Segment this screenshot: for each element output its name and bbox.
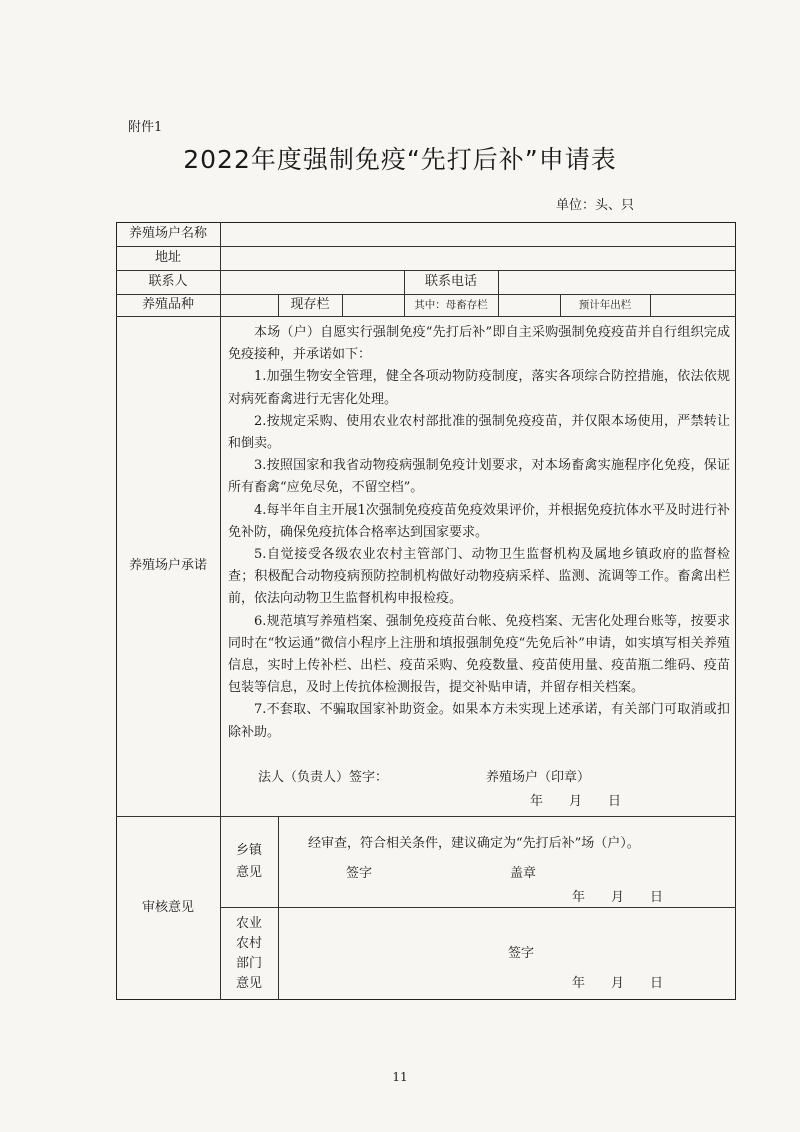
farm-name-label: 养殖场户名称 <box>128 226 207 241</box>
township-date: 年 月 日 <box>572 890 664 905</box>
pledge-paragraph: 4.每半年自主开展1次强制免疫疫苗免疫效果评价，并根据免疫抗体水平及时进行补免补防，确保免疫抗体合格率达到国家要求。 <box>228 502 730 540</box>
agri-opinion-text: 农业农村部门意见 <box>235 915 262 991</box>
stock-field[interactable] <box>343 295 403 315</box>
breed-label: 养殖品种 <box>141 297 194 312</box>
phone-field[interactable] <box>499 271 735 293</box>
phone-label: 联系电话 <box>424 274 477 289</box>
township-opinion-label <box>220 816 278 907</box>
expected-output-field[interactable] <box>651 295 735 315</box>
row-divider <box>220 907 736 908</box>
agri-sign-label: 签字 <box>508 946 535 961</box>
unit-label: 单位：头、只 <box>556 198 635 213</box>
page-number: 11 <box>392 1070 408 1084</box>
township-sign-label: 签字 <box>346 866 373 881</box>
pledge-date: 年 月 日 <box>530 794 622 809</box>
agri-date: 年 月 日 <box>572 976 664 991</box>
breed-field[interactable] <box>221 295 277 315</box>
stock-label: 现存栏 <box>290 297 330 312</box>
contact-label: 联系人 <box>148 274 188 289</box>
pledge-text <box>228 322 730 744</box>
farm-name-field[interactable] <box>221 223 735 245</box>
review-label: 审核意见 <box>141 900 194 915</box>
agri-opinion-label <box>220 907 278 1000</box>
pledge-paragraph: 本场（户）自愿实行强制免疫“先打后补”即自主采购强制免疫疫苗并自行组织完成免疫接种，并承诺如下： <box>228 325 730 363</box>
pledge-paragraph: 6.规范填写养殖档案、强制免疫疫苗台帐、免疫档案、无害化处理台账等，按要求同时在“牧运通”微信小程序上注册和填报强制免疫“先免后补”申请，如实填写相关养殖信息，实时上传补栏、出栏、疫苗采购、免疫数量、疫苗使用量、疫苗瓶二维码、疫苗包装等信息，及时上传抗体检测报告，提交补贴申请，并留存相关档案。 <box>228 613 730 696</box>
pledge-paragraph: 5.自觉接受各级农业农村主管部门、动物卫生监督机构及属地乡镇政府的监督检查；积极配合动物疫病预防控制机构做好动物疫病采样、监测、流调等工作。畜禽出栏前，依法向动物卫生监督机构申报检疫。 <box>228 547 730 607</box>
township-seal-label: 盖章 <box>510 866 537 881</box>
address-label: 地址 <box>154 250 181 265</box>
legal-signature-label: 法人（负责人）签字： <box>258 770 389 785</box>
township-opinion-content: 经审查，符合相关条件，建议确定为“先打后补”场（户）。 <box>308 836 640 851</box>
township-opinion-text: 乡镇意见 <box>235 842 262 880</box>
farm-seal-label: 养殖场户（印章） <box>486 770 591 785</box>
contact-field[interactable] <box>221 271 403 293</box>
breeding-stock-label: 其中：母畜存栏 <box>414 299 488 311</box>
breeding-stock-field[interactable] <box>499 295 559 315</box>
form-title: 2022年度强制免疫“先打后补”申请表 <box>183 145 617 174</box>
pledge-paragraph: 2.按规定采购、使用农业农村部批准的强制免疫疫苗，并仅限本场使用，严禁转让和倒卖。 <box>228 413 730 452</box>
expected-output-label: 预计年出栏 <box>578 299 632 311</box>
address-field[interactable] <box>221 247 735 269</box>
attachment-label: 附件1 <box>128 120 163 135</box>
pledge-paragraph: 7.不套取、不骗取国家补助资金。如果本方未实现上述承诺，有关部门可取消或扣除补助。 <box>228 702 730 740</box>
pledge-paragraph: 3.按照国家和我省动物疫病强制免疫计划要求，对本场畜禽实施程序化免疫，保证所有畜禽“应免尽免，不留空档”。 <box>228 458 730 496</box>
pledge-paragraph: 1.加强生物安全管理，健全各项动物防疫制度，落实各项综合防控措施，依法依规对病死畜禽进行无害化处理。 <box>228 369 730 407</box>
col-divider <box>278 816 279 1000</box>
pledge-label: 养殖场户承诺 <box>128 558 207 573</box>
